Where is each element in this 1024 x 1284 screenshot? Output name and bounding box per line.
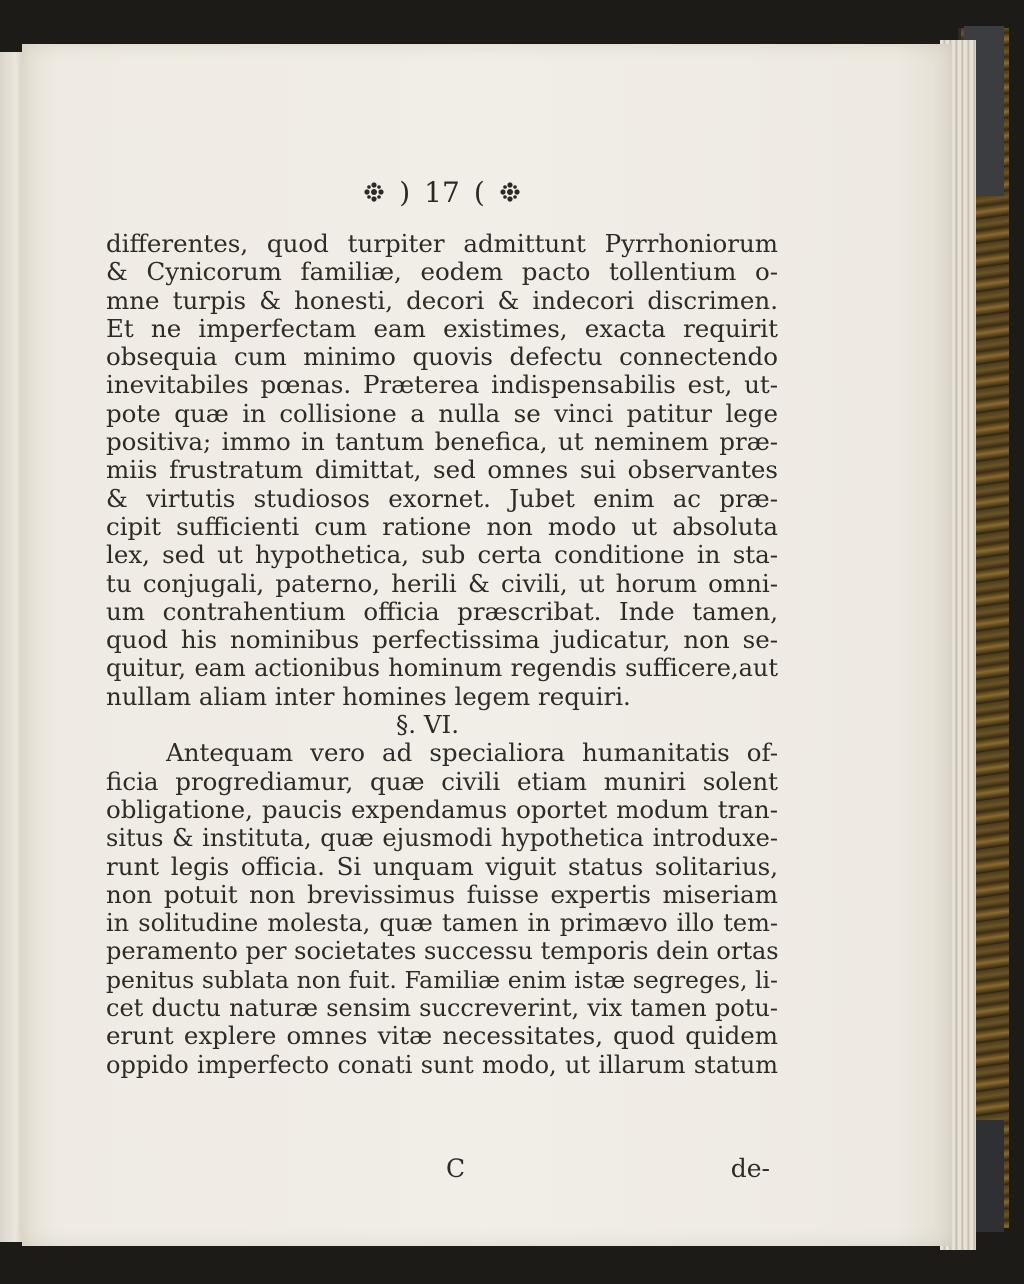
book-page — [22, 44, 952, 1246]
body-text — [106, 230, 778, 1079]
text-line: Antequam vero ad specialiora humanitatis of- — [166, 738, 778, 768]
text-line: um contrahentium officia præscribat. Inde tamen, — [106, 596, 778, 626]
text-line: miis frustratum dimittat, sed omnes sui observantes — [106, 455, 778, 485]
text-line: cet ductu naturæ sensim succreverint, vix tamen potu- — [106, 994, 778, 1023]
text-line: penitus sublata non fuit. Familiæ enim istæ segreges, li- — [106, 965, 778, 994]
text-line: ficia progrediamur, quæ civili etiam muniri solent — [106, 766, 778, 796]
text-line: cipit sufficienti cum ratione non modo ut absoluta — [106, 511, 778, 541]
text-line: pote quæ in collisione a nulla se vinci patitur lege — [106, 398, 778, 428]
signature-mark: C — [446, 1154, 466, 1183]
text-line: inevitabiles pœnas. Præterea indispensabilis est, ut- — [106, 370, 778, 400]
text-line: & virtutis studiosos exornet. Jubet enim ac præ- — [106, 483, 778, 513]
text-line: lex, sed ut hypothetica, sub certa conditione in sta- — [106, 540, 778, 570]
catchword: de- — [730, 1154, 770, 1183]
text-line: Et ne imperfectam eam existimes, exacta requirit — [106, 313, 778, 343]
header-right-paren: ( — [473, 175, 485, 209]
text-line: & Cynicorum familiæ, eodem pacto tollentium o- — [106, 257, 778, 287]
text-line: in solitudine molesta, quæ tamen in primævo illo tem- — [106, 909, 778, 938]
text-line: mne turpis & honesti, decori & indecori discrimen. — [106, 285, 778, 315]
section-heading: §. VI. — [396, 710, 459, 740]
floral-ornament-icon — [363, 181, 385, 203]
text-line: runt legis officia. Si unquam viguit status solitarius, — [106, 851, 778, 881]
text-line: quod his nominibus perfectissima judicatur, non se- — [106, 625, 778, 655]
running-header — [22, 172, 862, 212]
text-line: obsequia cum minimo quovis defectu connectendo — [106, 342, 778, 372]
text-line: non potuit non brevissimus fuisse expertis miseriam — [106, 879, 778, 909]
text-line: positiva; immo in tantum benefica, ut neminem præ- — [106, 427, 778, 457]
text-line: oppido imperfecto conati sunt modo, ut illarum statum — [106, 1050, 778, 1079]
page-footer — [106, 1154, 778, 1184]
text-line: erunt explere omnes vitæ necessitates, quod quidem — [106, 1021, 778, 1051]
text-line: quitur, eam actionibus hominum regendis sufficere,aut — [106, 654, 778, 683]
text-line: nullam aliam inter homines legem requiri. — [106, 681, 631, 711]
page-number: 17 — [424, 175, 460, 209]
header-left-paren: ) — [399, 175, 411, 209]
text-line: peramento per societates successu temporis dein ortas — [106, 937, 779, 966]
text-line: situs & instituta, quæ ejusmodi hypothetica introduxe- — [106, 824, 778, 853]
text-line: tu conjugali, paterno, herili & civili, ut horum omni- — [106, 568, 778, 598]
text-line: differentes, quod turpiter admittunt Pyrrhoniorum — [106, 229, 778, 258]
text-line: obligatione, paucis expendamus oportet modum tran- — [106, 794, 778, 824]
background-band — [0, 0, 1024, 44]
floral-ornament-icon — [499, 181, 521, 203]
